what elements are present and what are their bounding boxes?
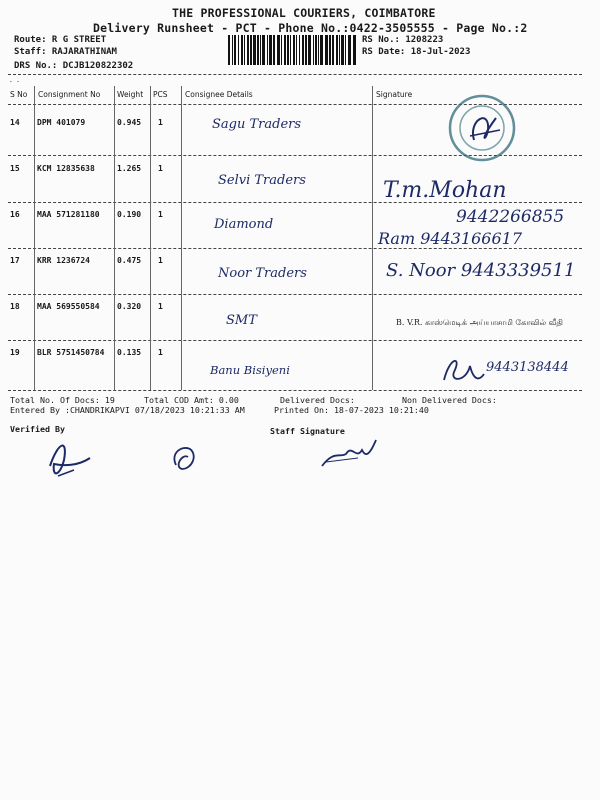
barcode-bar <box>267 35 268 65</box>
cell-weight: 1.265 <box>117 164 142 173</box>
cell-sno: 16 <box>10 210 20 219</box>
signature-row19-scribble <box>440 352 486 388</box>
col-header-consignee: Consignee Details <box>185 90 253 99</box>
barcode-bar <box>308 35 311 65</box>
barcode-bar <box>353 35 356 65</box>
cell-consignment: DPM 401079 <box>37 118 86 127</box>
rule-marker: - - <box>9 78 20 85</box>
col-header-sno: S No <box>10 90 28 99</box>
cell-sno: 15 <box>10 164 20 173</box>
total-docs: Total No. Of Docs: 19 <box>10 395 115 405</box>
handwritten-consignee: SMT <box>226 313 257 328</box>
barcode-bar <box>277 35 280 65</box>
printed-on: Printed On: 18-07-2023 10:21:40 <box>274 405 429 415</box>
phone-row16-b: Ram 9443166617 <box>378 229 523 248</box>
col-header-pcs: PCS <box>153 90 168 99</box>
handwritten-consignee: Noor Traders <box>218 266 307 281</box>
company-title: THE PROFESSIONAL COURIERS, COIMBATORE <box>172 6 436 20</box>
barcode-bar <box>299 35 300 65</box>
cell-consignment: MAA 571281180 <box>37 210 100 219</box>
barcode-bar <box>293 35 295 65</box>
cell-pcs: 1 <box>158 302 163 311</box>
cell-consignment: MAA 569550584 <box>37 302 100 311</box>
barcode-bar <box>228 35 230 65</box>
barcode-bar <box>287 35 289 65</box>
col-divider <box>150 86 151 390</box>
verifier-initial-scribble <box>166 441 202 475</box>
verifier-signature-scribble <box>44 436 94 482</box>
rule-row17 <box>8 294 582 295</box>
barcode-bar <box>238 35 239 65</box>
rule-top <box>8 74 582 75</box>
barcode-bar <box>305 35 307 65</box>
barcode-bar <box>302 35 304 65</box>
drs-number: DRS No.: DCJB120822302 <box>14 61 134 71</box>
barcode-bar <box>341 35 344 65</box>
barcode-bar <box>257 35 259 65</box>
barcode-bar <box>260 35 261 65</box>
non-delivered-docs: Non Delivered Docs: <box>402 395 497 405</box>
barcode-bar <box>336 35 338 65</box>
barcode-bar <box>247 35 249 65</box>
phone-row16-a: 9442266855 <box>456 207 565 227</box>
delivered-docs: Delivered Docs: <box>280 395 355 405</box>
handwritten-consignee: Sagu Traders <box>212 117 302 132</box>
barcode-bar <box>296 35 297 65</box>
barcode-bar <box>241 35 243 65</box>
staff-signature-label: Staff Signature <box>270 426 345 436</box>
barcode-bar <box>348 35 351 65</box>
handwritten-consignee: Selvi Traders <box>218 173 306 188</box>
stamp-row18: B. V.R. காஸ்மெடிக் அய்யாசாமி கோவில் வீதி <box>396 318 563 327</box>
barcode-bar <box>284 35 286 65</box>
barcode-bar <box>315 35 317 65</box>
staff-text: Staff: RAJARATHINAM <box>14 47 117 57</box>
company-seal-stamp <box>430 90 530 162</box>
barcode-bar <box>250 35 252 65</box>
cell-sno: 18 <box>10 302 20 311</box>
barcode-bar <box>253 35 256 65</box>
cell-weight: 0.190 <box>117 210 142 219</box>
barcode-bar <box>281 35 282 65</box>
cell-pcs: 1 <box>158 118 163 127</box>
cell-sno: 14 <box>10 118 20 127</box>
verified-by-label: Verified By <box>10 424 65 434</box>
col-header-consignment: Consignment No <box>38 90 101 99</box>
cell-pcs: 1 <box>158 256 163 265</box>
barcode-bar <box>320 35 323 65</box>
rs-date: RS Date: 18-Jul-2023 <box>362 47 471 57</box>
cell-consignment: KRR 1236724 <box>37 256 90 265</box>
col-header-signature: Signature <box>376 90 413 99</box>
barcode-bar <box>329 35 331 65</box>
cell-consignment: KCM 12835638 <box>37 164 95 173</box>
cell-weight: 0.135 <box>117 348 142 357</box>
barcode-bar <box>325 35 328 65</box>
barcode-bar <box>234 35 236 65</box>
rule-row18 <box>8 340 582 341</box>
barcode <box>228 35 358 65</box>
barcode-bar <box>332 35 334 65</box>
col-divider <box>181 86 182 390</box>
handwritten-consignee: Banu Bisiyeni <box>210 363 290 377</box>
barcode-bar <box>244 35 245 65</box>
col-divider <box>114 86 115 390</box>
rs-number: RS No.: 1208223 <box>362 35 444 45</box>
route-text: Route: R G STREET <box>14 35 107 45</box>
barcode-bar <box>273 35 275 65</box>
cell-weight: 0.320 <box>117 302 142 311</box>
phone-row19: 9443138444 <box>486 360 569 375</box>
total-cod: Total COD Amt: 0.00 <box>144 395 239 405</box>
cell-sno: 17 <box>10 256 20 265</box>
rule-row16 <box>8 248 582 249</box>
barcode-bar <box>290 35 291 65</box>
handwritten-consignee: Diamond <box>214 217 274 232</box>
col-divider <box>372 86 373 390</box>
cell-pcs: 1 <box>158 164 163 173</box>
runsheet-subtitle: Delivery Runsheet - PCT - Phone No.:0422-3505555 - Page No.:2 <box>93 21 528 35</box>
barcode-bar <box>339 35 340 65</box>
barcode-bar <box>345 35 346 65</box>
barcode-bar <box>232 35 233 65</box>
barcode-bar <box>269 35 272 65</box>
rule-bottom <box>8 390 582 391</box>
barcode-bar <box>318 35 319 65</box>
cell-pcs: 1 <box>158 210 163 219</box>
cell-weight: 0.945 <box>117 118 142 127</box>
staff-signature-scribble <box>318 436 382 472</box>
cell-sno: 19 <box>10 348 20 357</box>
entered-by: Entered By :CHANDRIKAPVI 07/18/2023 10:21:33 AM <box>10 405 245 415</box>
signature-row15: T.m.Mohan <box>383 178 507 203</box>
col-header-weight: Weight <box>117 90 144 99</box>
cell-pcs: 1 <box>158 348 163 357</box>
cell-weight: 0.475 <box>117 256 142 265</box>
col-divider <box>34 86 35 390</box>
signature-row17: S. Noor 9443339511 <box>386 260 576 281</box>
barcode-bar <box>262 35 265 65</box>
cell-consignment: BLR 5751450784 <box>37 348 105 357</box>
barcode-bar <box>313 35 314 65</box>
